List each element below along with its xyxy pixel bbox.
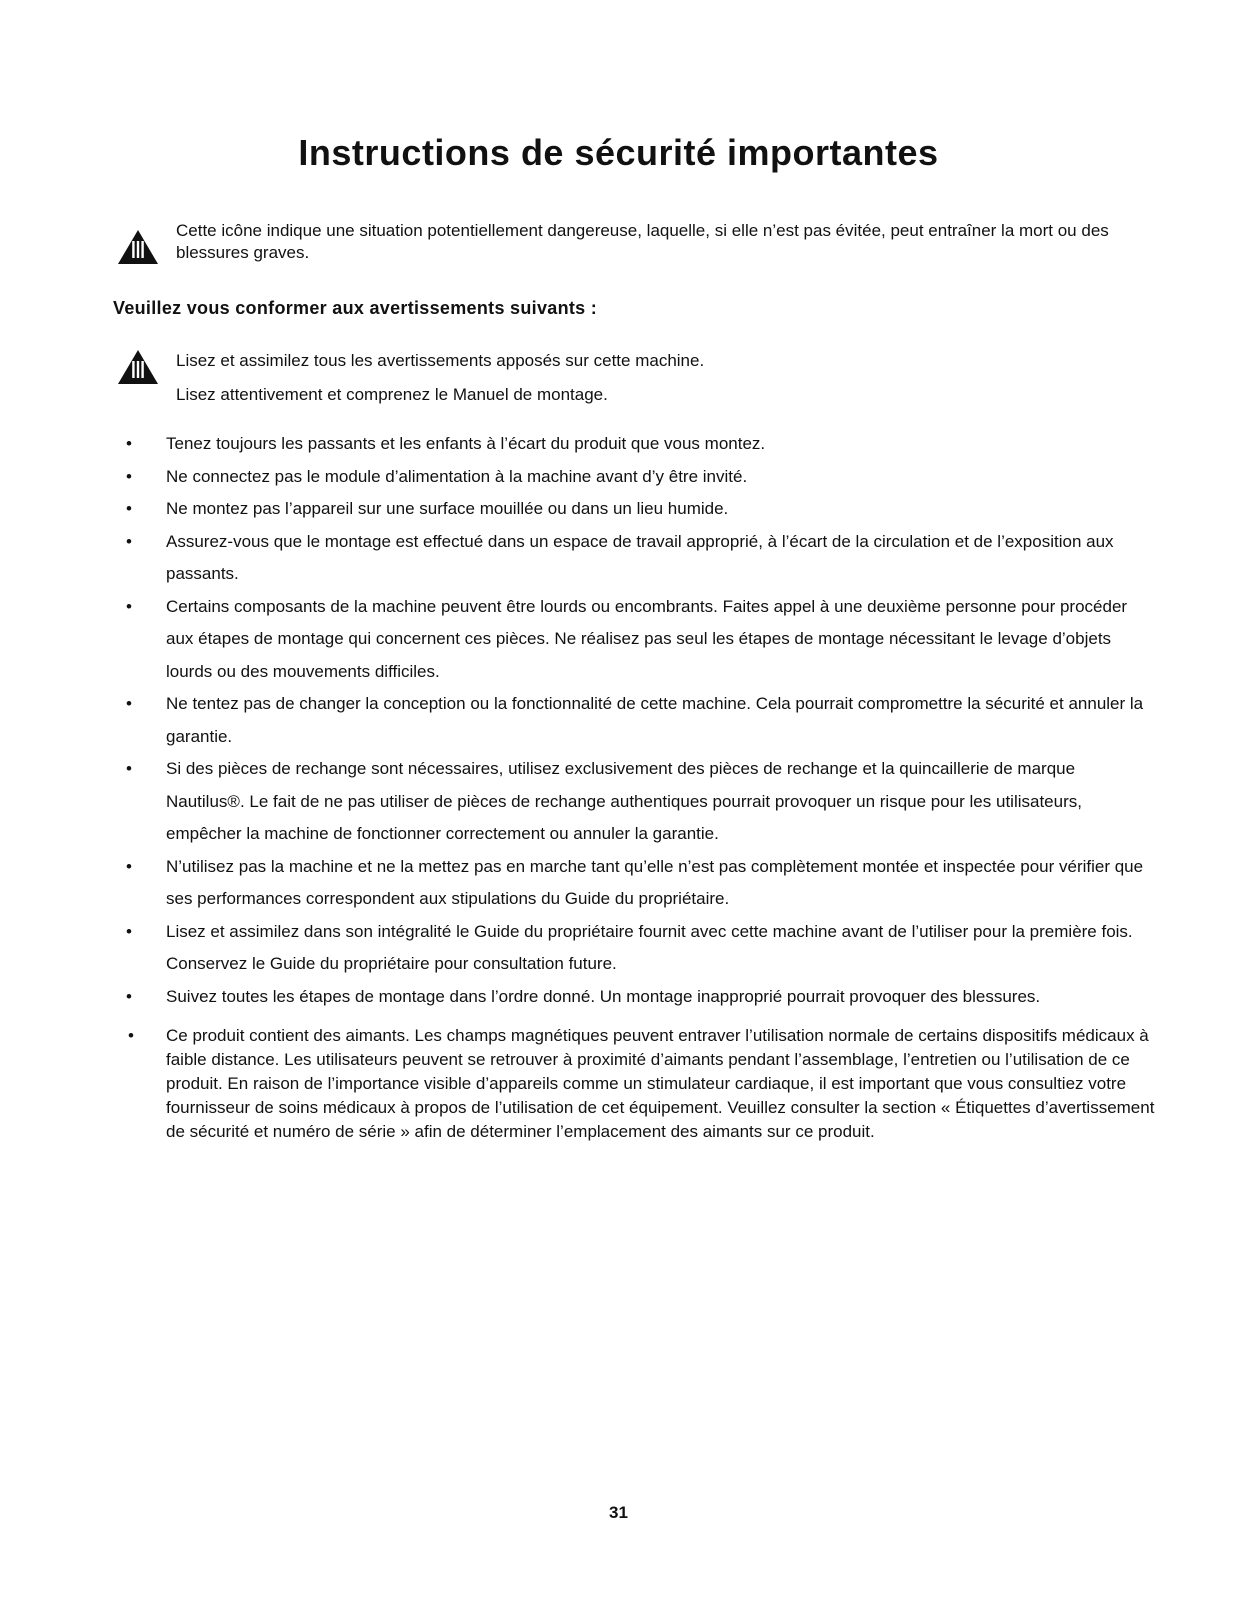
- list-item-text: Assurez-vous que le montage est effectué dans un espace de travail approprié, à l’écart de la circulation et de l’exposition aux passants.: [166, 531, 1114, 583]
- bullet-icon: •: [126, 596, 132, 616]
- list-item: [118, 981, 1158, 1014]
- list-item: [118, 591, 1158, 689]
- read-line: Lisez et assimilez tous les avertissements apposés sur cette machine.: [176, 351, 705, 370]
- list-item-text: Ne connectez pas le module d’alimentation à la machine avant d’y être invité.: [166, 466, 748, 486]
- warning-icon: [116, 348, 158, 386]
- bullet-icon: •: [126, 499, 132, 518]
- list-item: [118, 916, 1158, 981]
- list-item: [118, 428, 1158, 461]
- list-item: [118, 688, 1158, 753]
- bullet-icon: •: [126, 694, 132, 713]
- read-instructions: [176, 344, 1076, 412]
- warning-icon: [116, 228, 158, 266]
- list-item-text: Lisez et assimilez dans son intégralité le Guide du propriétaire fournit avec cette machine avant de l’utiliser pour la première fois. Conservez le Guide du propriétaire pour consultation future.: [166, 921, 1133, 973]
- bullet-icon: •: [126, 921, 132, 941]
- list-item: [118, 493, 1158, 526]
- bullet-icon: •: [128, 1026, 134, 1045]
- bullet-icon: •: [126, 434, 132, 453]
- warning-list: [118, 428, 1158, 1013]
- list-item: [118, 461, 1158, 494]
- list-item-text: Certains composants de la machine peuvent être lourds ou encombrants. Faites appel à une deuxième personne pour procéder aux étapes de montage qui concernent ces pièces. Ne réalisez pas seul les étapes de montage nécessitant le levage d’objets lourds ou des mouvements difficiles.: [166, 596, 1128, 681]
- bullet-icon: •: [126, 986, 132, 1006]
- list-item: [118, 526, 1158, 591]
- list-item-text: Suivez toutes les étapes de montage dans l’ordre donné. Un montage inapproprié pourrait provoquer des blessures.: [166, 986, 1041, 1006]
- magnet-warning: [118, 1024, 1168, 1144]
- bullet-icon: •: [126, 856, 132, 876]
- list-item: [118, 753, 1158, 851]
- page-number: 31: [609, 1503, 628, 1522]
- list-item-text: Ne tentez pas de changer la conception ou la fonctionnalité de cette machine. Cela pourrait compromettre la sécurité et annuler la garantie.: [166, 694, 1144, 746]
- list-item: [118, 851, 1158, 916]
- section-heading: Veuillez vous conformer aux avertissements suivants :: [113, 298, 598, 318]
- bullet-icon: •: [126, 466, 132, 486]
- bullet-icon: •: [126, 531, 132, 551]
- read-line: Lisez attentivement et comprenez le Manuel de montage.: [176, 385, 608, 404]
- list-item-text: Ne montez pas l’appareil sur une surface mouillée ou dans un lieu humide.: [166, 499, 729, 518]
- bullet-icon: •: [126, 759, 132, 778]
- magnet-warning-text: Ce produit contient des aimants. Les champs magnétiques peuvent entraver l’utilisation normale de certains dispositifs médicaux à faible distance. Les utilisateurs peuvent se retrouver à proximité d’aimants pendant l’assemblage, l’entretien ou l’utilisation de ce produit. En raison de l’importance visible d’appareils comme un stimulateur cardiaque, il est important que vous consultiez votre fournisseur de soins médicaux à propos de l’utilisation de cet équipement. Veuillez consulter la section « Étiquettes d’avertissement de sécurité et numéro de série » afin de déterminer l’emplacement des aimants sur ce produit.: [166, 1026, 1155, 1141]
- list-item-text: N’utilisez pas la machine et ne la mettez pas en marche tant qu’elle n’est pas complètement montée et inspectée pour vérifier que ses performances correspondent aux stipulations du Guide du propriétaire.: [166, 856, 1144, 908]
- list-item-text: Tenez toujours les passants et les enfants à l’écart du produit que vous montez.: [166, 434, 766, 453]
- page-title: Instructions de sécurité importantes: [298, 132, 939, 173]
- warning-notice: Cette icône indique une situation potentiellement dangereuse, laquelle, si elle n’est pas évitée, peut entraîner la mort ou des blessures graves.: [176, 221, 1109, 262]
- list-item-text: Si des pièces de rechange sont nécessaires, utilisez exclusivement des pièces de rechange et la quincaillerie de marque Nautilus®. Le fait de ne pas utiliser de pièces de rechange authentiques pourrait provoquer un risque pour les utilisateurs, empêcher la machine de fonctionner correctement ou annuler la garantie.: [166, 759, 1082, 843]
